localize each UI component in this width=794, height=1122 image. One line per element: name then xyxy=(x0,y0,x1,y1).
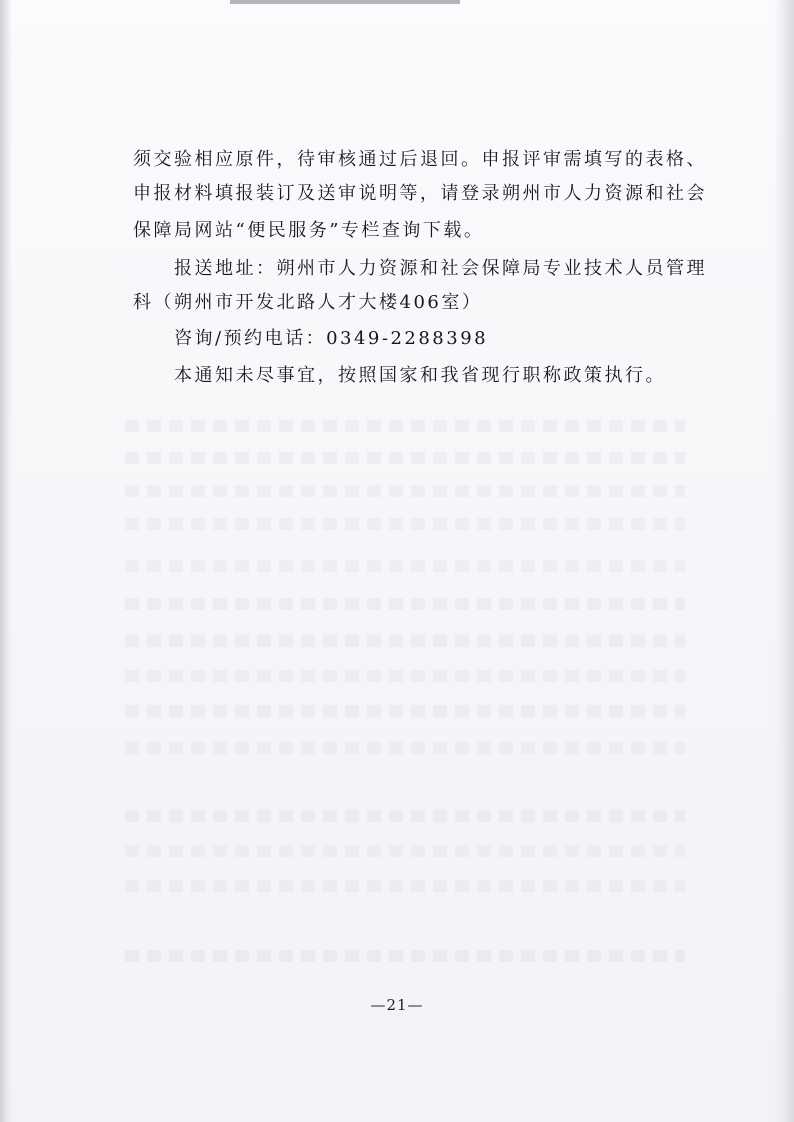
scan-right-edge xyxy=(774,0,794,1122)
paragraph-line-3: 保障局网站“便民服务”专栏查询下载。 xyxy=(133,220,485,241)
show-through-line xyxy=(125,560,685,572)
show-through-line xyxy=(125,950,685,962)
show-through-line xyxy=(125,452,685,464)
show-through-line xyxy=(125,670,685,682)
paragraph-line-1: 须交验相应原件，待审核通过后退回。申报评审需填写的表格、 xyxy=(133,149,707,170)
show-through-line xyxy=(125,705,685,717)
page-number: —21— xyxy=(370,996,424,1014)
show-through-line xyxy=(125,742,685,754)
show-through-line xyxy=(125,518,685,530)
show-through-line xyxy=(125,485,685,497)
address-line-1: 报送地址：朔州市人力资源和社会保障局专业技术人员管理 xyxy=(174,258,707,279)
show-through-line xyxy=(125,810,685,822)
scan-left-edge xyxy=(0,0,12,1122)
scan-top-mark xyxy=(230,0,460,4)
show-through-line xyxy=(125,635,685,647)
show-through-line xyxy=(125,845,685,857)
paragraph-line-2: 申报材料填报装订及送审说明等，请登录朔州市人力资源和社会 xyxy=(133,183,707,204)
closing-line: 本通知未尽事宜，按照国家和我省现行职称政策执行。 xyxy=(174,365,666,386)
show-through-line xyxy=(125,420,685,432)
address-line-2: 科（朔州市开发北路人才大楼406室） xyxy=(133,292,483,313)
show-through-line xyxy=(125,598,685,610)
contact-phone-line: 咨询/预约电话：0349-2288398 xyxy=(174,328,489,349)
show-through-line xyxy=(125,880,685,892)
